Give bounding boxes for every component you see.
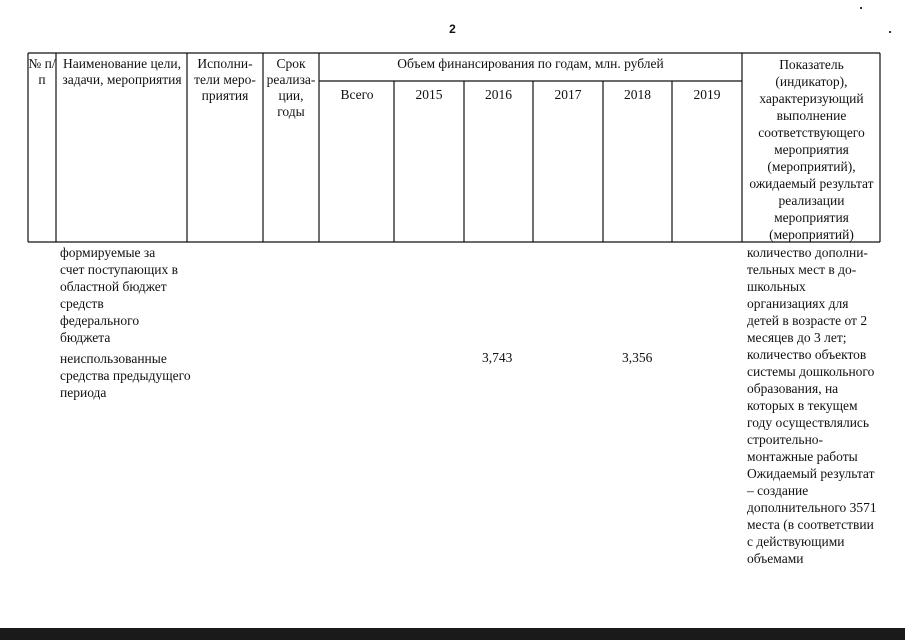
header-year-2017: 2017 <box>554 87 582 102</box>
header-term: Срок реализа-ции, годы <box>266 56 316 119</box>
page-number: 2 <box>449 22 456 36</box>
row-name-unused-funds: неиспользованные средства предыдущего периода <box>60 351 191 400</box>
header-year-2018: 2018 <box>624 87 651 102</box>
header-name: Наименование цели, задачи, мероприятия <box>62 56 182 87</box>
header-funding: Объем финансирования по годам, млн. рублей <box>397 56 664 71</box>
header-year-2016: 2016 <box>485 87 512 102</box>
header-executors: Исполни-тели меро-приятия <box>194 56 256 103</box>
header-year-2015: 2015 <box>415 87 443 102</box>
value-2018: 3,356 <box>622 350 653 365</box>
scan-border <box>0 628 905 640</box>
indicator-text: количество дополни-тельных мест в до-школьных организациях для детей в возрасте от 2 месяцев до 3 лет; количество объектов системы дошкольного образования, на которых в текущем году осуществлялись строительно-монтажные работы Ожидаемый результат – создание дополнительного 3571 места (в соответствии с действующими объемами <box>747 245 877 566</box>
value-2016: 3,743 <box>482 350 513 365</box>
row-name-federal: формируемые за счет поступающих в областной бюджет средств федерального бюджета <box>60 245 178 345</box>
header-year-2019: 2019 <box>693 87 721 102</box>
header-total: Всего <box>340 87 374 102</box>
header-number: № п/п <box>28 56 56 87</box>
header-indicator: Показатель (индикатор), характеризующий выполнение соответствующего мероприятия (мероприятий), ожидаемый результат реализации мероприятия (мероприятий) <box>749 57 874 242</box>
